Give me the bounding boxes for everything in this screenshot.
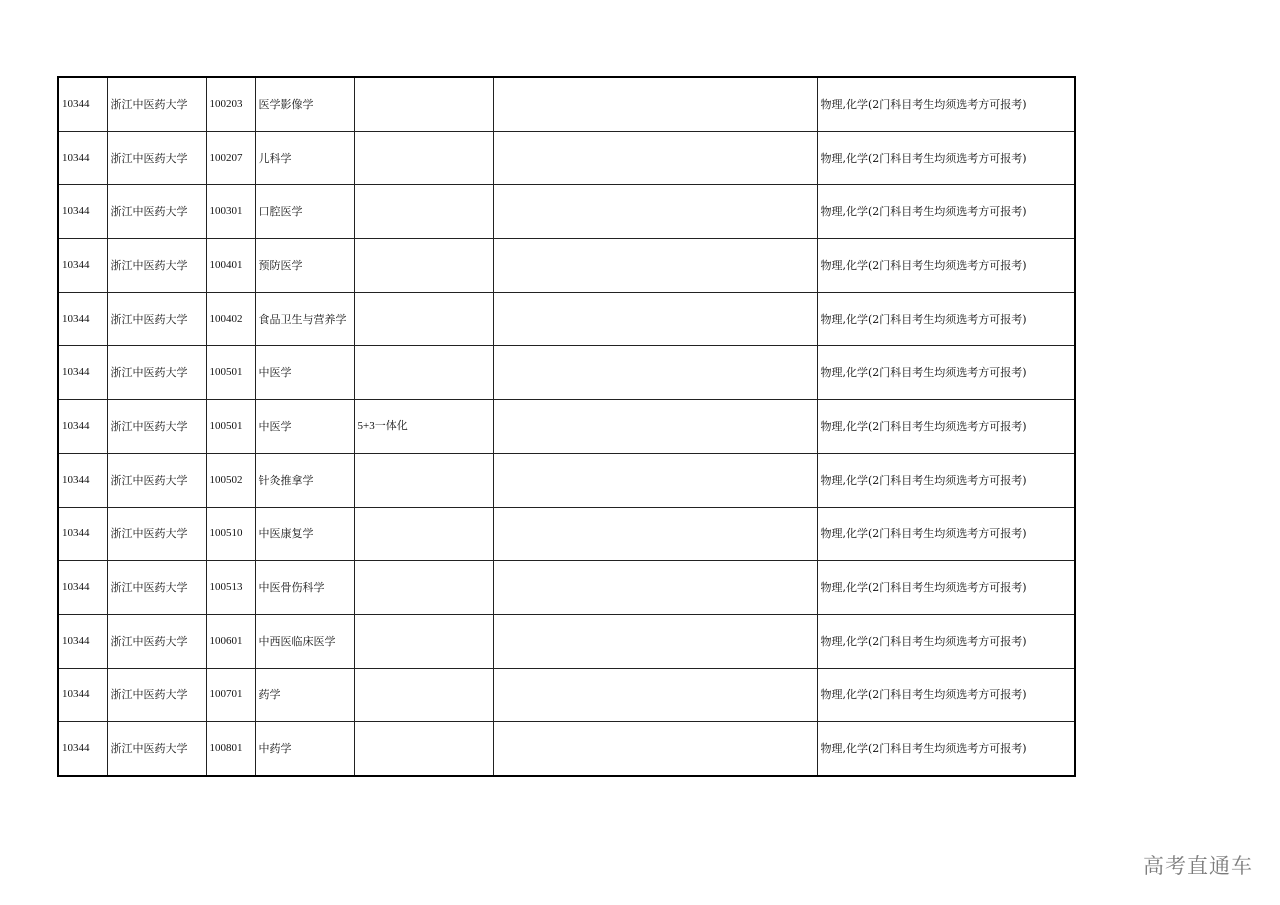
- table-row: [58, 614, 1075, 668]
- blank-cell: [493, 561, 817, 615]
- school-code-cell: 10344: [58, 507, 107, 561]
- blank-cell: [493, 668, 817, 722]
- subject-requirement-cell: 物理,化学(2门科目考生均须选考方可报考): [817, 614, 1075, 668]
- major-code-cell: 100301: [206, 185, 255, 239]
- school-code-cell: 10344: [58, 131, 107, 185]
- school-code-cell: 10344: [58, 185, 107, 239]
- major-note-cell: [354, 668, 493, 722]
- school-name-cell: 浙江中医药大学: [107, 561, 206, 615]
- blank-cell: [493, 131, 817, 185]
- major-code-cell: 100501: [206, 400, 255, 454]
- major-note-cell: [354, 453, 493, 507]
- blank-cell: [493, 722, 817, 776]
- blank-cell: [493, 292, 817, 346]
- table-row: [58, 292, 1075, 346]
- major-requirements-table: [57, 76, 1076, 777]
- blank-cell: [493, 453, 817, 507]
- table-row: [58, 561, 1075, 615]
- major-note-cell: [354, 507, 493, 561]
- table-row: [58, 131, 1075, 185]
- blank-cell: [493, 614, 817, 668]
- major-name-cell: 中医学: [255, 346, 354, 400]
- major-name-cell: 中医骨伤科学: [255, 561, 354, 615]
- school-code-cell: 10344: [58, 722, 107, 776]
- school-code-cell: 10344: [58, 453, 107, 507]
- table-row: [58, 346, 1075, 400]
- school-name-cell: 浙江中医药大学: [107, 722, 206, 776]
- major-code-cell: 100502: [206, 453, 255, 507]
- school-name-cell: 浙江中医药大学: [107, 614, 206, 668]
- major-note-cell: [354, 561, 493, 615]
- major-name-cell: 针灸推拿学: [255, 453, 354, 507]
- major-name-cell: 中药学: [255, 722, 354, 776]
- subject-requirement-cell: 物理,化学(2门科目考生均须选考方可报考): [817, 77, 1075, 131]
- school-code-cell: 10344: [58, 614, 107, 668]
- school-name-cell: 浙江中医药大学: [107, 453, 206, 507]
- school-name-cell: 浙江中医药大学: [107, 77, 206, 131]
- major-code-cell: 100401: [206, 239, 255, 293]
- major-note-cell: [354, 239, 493, 293]
- subject-requirement-cell: 物理,化学(2门科目考生均须选考方可报考): [817, 292, 1075, 346]
- major-name-cell: 中医康复学: [255, 507, 354, 561]
- major-note-cell: [354, 614, 493, 668]
- school-code-cell: 10344: [58, 668, 107, 722]
- school-code-cell: 10344: [58, 77, 107, 131]
- major-note-cell: [354, 131, 493, 185]
- watermark-text: 高考直通车: [1143, 854, 1253, 878]
- table-row: [58, 185, 1075, 239]
- blank-cell: [493, 185, 817, 239]
- major-note-cell: [354, 185, 493, 239]
- school-code-cell: 10344: [58, 292, 107, 346]
- table-row: [58, 507, 1075, 561]
- major-code-cell: 100203: [206, 77, 255, 131]
- major-code-cell: 100207: [206, 131, 255, 185]
- major-code-cell: 100402: [206, 292, 255, 346]
- major-note-cell: [354, 722, 493, 776]
- blank-cell: [493, 507, 817, 561]
- major-name-cell: 中西医临床医学: [255, 614, 354, 668]
- table-row: [58, 722, 1075, 776]
- school-name-cell: 浙江中医药大学: [107, 346, 206, 400]
- school-code-cell: 10344: [58, 346, 107, 400]
- major-note-cell: [354, 77, 493, 131]
- subject-requirement-cell: 物理,化学(2门科目考生均须选考方可报考): [817, 346, 1075, 400]
- table-row: [58, 668, 1075, 722]
- blank-cell: [493, 346, 817, 400]
- school-name-cell: 浙江中医药大学: [107, 668, 206, 722]
- school-code-cell: 10344: [58, 561, 107, 615]
- major-code-cell: 100701: [206, 668, 255, 722]
- major-name-cell: 医学影像学: [255, 77, 354, 131]
- table-row: [58, 400, 1075, 454]
- major-name-cell: 食品卫生与营养学: [255, 292, 354, 346]
- school-code-cell: 10344: [58, 239, 107, 293]
- school-name-cell: 浙江中医药大学: [107, 239, 206, 293]
- major-note-cell: [354, 346, 493, 400]
- blank-cell: [493, 400, 817, 454]
- subject-requirement-cell: 物理,化学(2门科目考生均须选考方可报考): [817, 185, 1075, 239]
- major-code-cell: 100510: [206, 507, 255, 561]
- subject-requirement-cell: 物理,化学(2门科目考生均须选考方可报考): [817, 453, 1075, 507]
- major-name-cell: 药学: [255, 668, 354, 722]
- major-name-cell: 儿科学: [255, 131, 354, 185]
- major-name-cell: 预防医学: [255, 239, 354, 293]
- school-name-cell: 浙江中医药大学: [107, 131, 206, 185]
- subject-requirement-cell: 物理,化学(2门科目考生均须选考方可报考): [817, 507, 1075, 561]
- subject-requirement-cell: 物理,化学(2门科目考生均须选考方可报考): [817, 668, 1075, 722]
- school-code-cell: 10344: [58, 400, 107, 454]
- school-name-cell: 浙江中医药大学: [107, 507, 206, 561]
- school-name-cell: 浙江中医药大学: [107, 292, 206, 346]
- major-note-cell: [354, 292, 493, 346]
- table-row: [58, 453, 1075, 507]
- subject-requirement-cell: 物理,化学(2门科目考生均须选考方可报考): [817, 722, 1075, 776]
- blank-cell: [493, 77, 817, 131]
- table-row: [58, 77, 1075, 131]
- major-code-cell: 100513: [206, 561, 255, 615]
- subject-requirement-cell: 物理,化学(2门科目考生均须选考方可报考): [817, 131, 1075, 185]
- school-name-cell: 浙江中医药大学: [107, 185, 206, 239]
- major-code-cell: 100801: [206, 722, 255, 776]
- subject-requirement-cell: 物理,化学(2门科目考生均须选考方可报考): [817, 400, 1075, 454]
- major-name-cell: 口腔医学: [255, 185, 354, 239]
- major-code-cell: 100601: [206, 614, 255, 668]
- major-code-cell: 100501: [206, 346, 255, 400]
- table-body: [58, 77, 1075, 776]
- major-name-cell: 中医学: [255, 400, 354, 454]
- subject-requirement-cell: 物理,化学(2门科目考生均须选考方可报考): [817, 239, 1075, 293]
- major-note-cell: 5+3一体化: [354, 400, 493, 454]
- subject-requirement-cell: 物理,化学(2门科目考生均须选考方可报考): [817, 561, 1075, 615]
- blank-cell: [493, 239, 817, 293]
- table-row: [58, 239, 1075, 293]
- school-name-cell: 浙江中医药大学: [107, 400, 206, 454]
